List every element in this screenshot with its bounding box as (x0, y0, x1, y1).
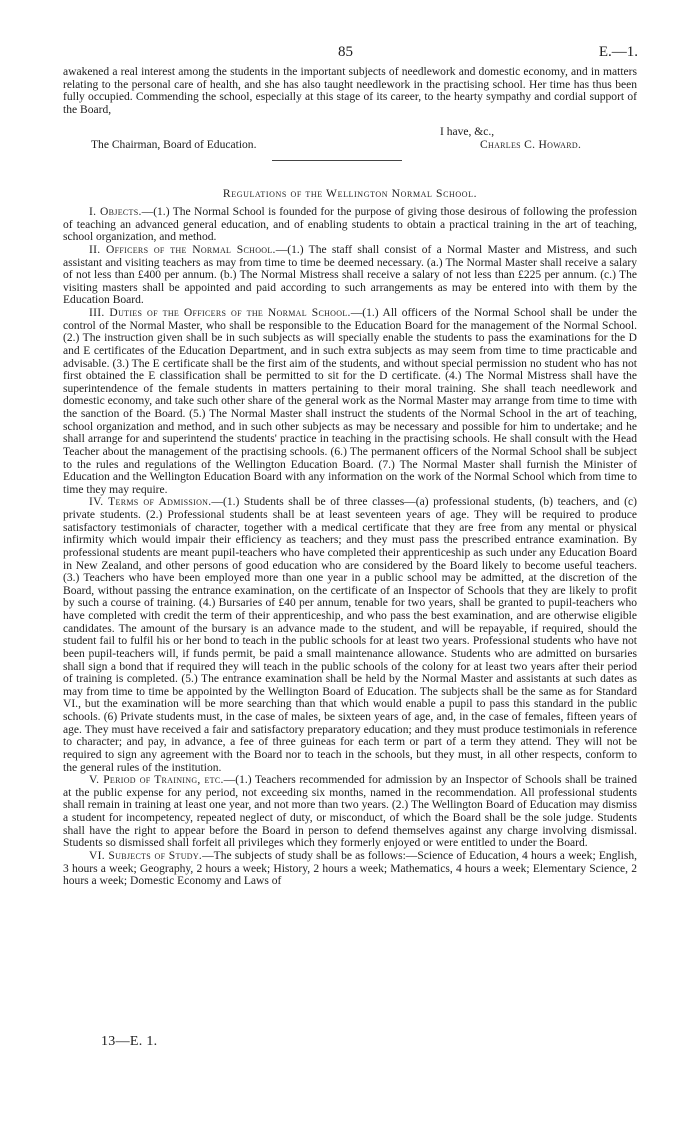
section-text: —(1.) All officers of the Normal School shall be under the control of the Normal Master, who shall be responsible to the Education Board for the management of the Normal School. (2.) The instruction given shall be in such subjects as will specially enable the students to pass the examinations for the D and E certificates of the Education Department, and in such extra subjects as may seem from time to time practicable and advisable. (3.) The E certificate shall be the first aim of the students, and without special permission no student who has not first obtained the E classification shall be permitted to sit for the D certificate. (4.) The Normal Mistress shall have the superintendence of the female students in matters pertaining to their moral training. She shall teach needlework and domestic economy, and take such other share of the general work as the Normal Master may arrange from time to time with the sanction of the Board. (5.) The Normal Master shall instruct the students of the Normal School in the art of teaching, school organization and method, and in such other subjects as may be necessary and possible for him to undertake; and he shall arrange for and superintend the students' practice in teaching in the practising schools. He shall consult with the Head Teacher about the management of the practising schools. (6.) The permanent officers of the Normal School shall be subject to the rules and regulations of the Wellington Education Board. (7.) The Normal Master shall furnish the Minister of Education and the Wellington Education Board with any information on the work of the Normal School which from time to time they may require. (63, 307, 637, 496)
section-title: IV. Terms of Admission. (89, 496, 212, 509)
section-text: —The subjects of study shall be as follows:—Science of Education, 4 hours a week; English, 3 hours a week; Geography, 2 hours a week; History, 2 hours a week; Mathematics, 4 hours a week; Elementary Science, 2 hours a week; Domestic Economy and Laws of (63, 849, 637, 888)
section-text: —(1.) The Normal School is founded for the purpose of giving those desirous of following the profession of teaching an advanced general education, and of enabling students to obtain a practical training in the art of teaching, school organization, and method. (63, 206, 637, 244)
letter-signature: Charles C. Howard. (480, 139, 582, 151)
section-admission (63, 496, 637, 774)
letter-closing: I have, &c., (440, 126, 495, 138)
section-text: —(1.) Students shall be of three classes—(a) professional students, (b) teachers, and (c) private students. (2.) Professional students shall be at least seventeen years of age. They will be required to produce satisfactory testimonials of character, together with a medical certificate that they are free from any mental or physical infirmity which would impair their efficiency as teachers; and they must pass the prescribed entrance examination. By professional students are meant pupil-teachers who have completed their apprenticeship as such under any Education Board in New Zealand, and other persons of good education who are considered by the Board likely to become useful teachers. (3.) Teachers who have been employed more than one year in a public school may be admitted, at the discretion of the Board, without passing the entrance examination, on the certificate of an Inspector of Schools that they are likely to profit by such a course of training. (4.) Bursaries of £40 per annum, tenable for two years, shall be granted to pupil-teachers who have completed with credit the term of their apprenticeship, and who pass the best examination, and are otherwise eligible candidates. The amount of the bursary is an advance made to the student, and will be repayable, if required, should the student fail to fulfil his or her bond to teach in the public schools for at least two years. Professional students who have not been pupil-teachers will, if funds permit, be paid a small maintenance allowance. Students who are admitted on bursaries shall sign a bond that if required they will teach in the public schools of the colony for at least two years after their period of training is completed. (5.) The entrance examination shall be held by the Normal Master and assistants at such dates as may from time to time be appointed by the Wellington Board of Education. The subjects shall be the same as for Standard VI., but the examination will be more searching than that which would enable a pupil to pass this standard in the public schools. (6) Private students must, in the case of males, be sixteen years of age, and, in the case of females, fifteen years of age. They must have received a fair and satisfactory preparatory education; and they must produce testimonials in reference to character; and pay, in advance, a fee of three guineas for each term or part of a term they attend. They will not be required to sign any agreement with the Board nor to teach in the schools, but they must, in all other respects, conform to the general rules of the institution. (63, 496, 637, 774)
section-objects (63, 206, 637, 244)
section-text: —(1.) The staff shall consist of a Normal Master and Mistress, and such assistant and visiting teachers as may from time to time be deemed necessary. (a.) The Normal Master shall receive a salary of not less than £400 per annum. (b.) The Normal Mistress shall receive a salary of not less than £225 per annum. (c.) The visiting masters shall be appointed and paid according to such arrangements as may be entered into with them by the Education Board. (63, 243, 637, 307)
intro-text: awakened a real interest among the students in the important subjects of needlework and domestic economy, and in matters relating to the personal care of health, and she has also taught needlework in the practising school. Her time has thus been fully occupied. Commending the school, especially at this stage of its career, to the hearty sympathy and cordial support of the Board, (63, 66, 637, 116)
paper-reference: E.—1. (598, 44, 638, 60)
section-officers (63, 244, 637, 307)
regulations-heading: Regulations of the Wellington Normal School. (222, 187, 478, 200)
section-title: I. Objects. (89, 206, 142, 218)
section-title: II. Officers of the Normal School. (89, 243, 276, 256)
section-title: V. Period of Training, etc. (89, 774, 224, 787)
regulations-body (63, 206, 637, 888)
letter-addressee: The Chairman, Board of Education. (91, 139, 257, 151)
section-duties (63, 307, 637, 496)
section-title: III. Duties of the Officers of the Normal School. (89, 307, 351, 319)
section-title: VI. Subjects of Study. (89, 849, 203, 862)
section-divider (272, 160, 402, 161)
intro-paragraph (63, 66, 637, 117)
section-text: —(1.) Teachers recommended for admission by an Inspector of Schools shall be trained at the public expense for any period, not exceeding six months, named in the recommendation. All professional students shall remain in training at least one year, and not more than two years. (2.) The Wellington Board of Education may dismiss a student for incompetency, repeated neglect of duty, or misconduct, of which the Board shall be the sole judge. Students shall have the right to appear before the Board in person to defend themselves against any charge involving dismissal. Students so dismissed shall forfeit all privileges which they formerly enjoyed or were entitled to under the Board. (63, 774, 637, 850)
section-subjects (63, 850, 637, 888)
section-training (63, 774, 637, 850)
signature-mark: 13—E. 1. (101, 1034, 158, 1049)
page-number: 85 (338, 44, 353, 60)
